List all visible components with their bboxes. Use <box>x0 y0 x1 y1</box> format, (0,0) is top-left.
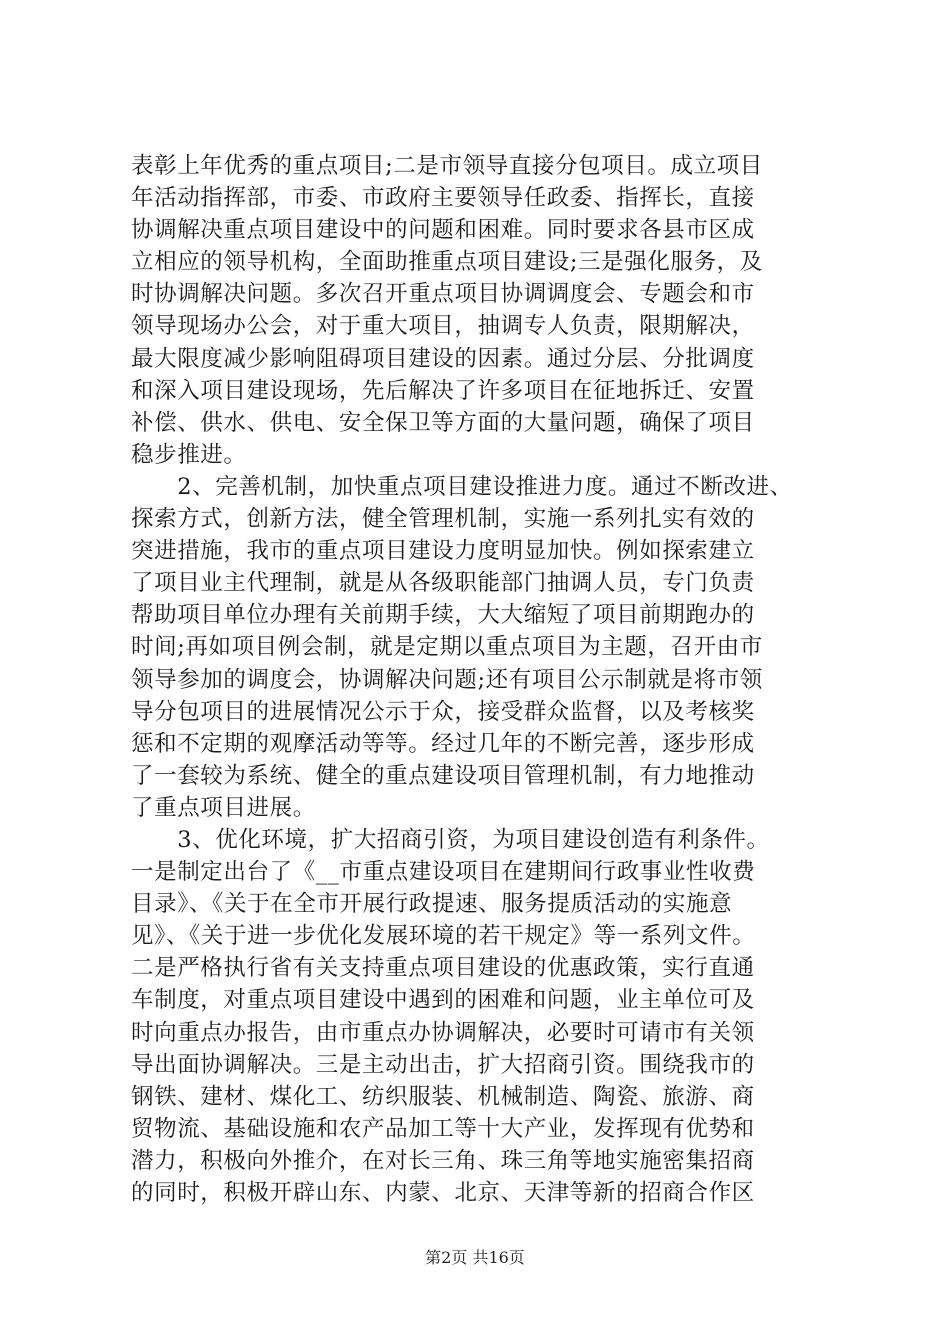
text-line: 领导参加的调度会，协调解决问题;还有项目公示制就是将市领 <box>131 666 763 693</box>
text-line: 钢铁、建材、煤化工、纺织服装、机械制造、陶瓷、旅游、商 <box>131 1083 755 1110</box>
text-line: 了项目业主代理制，就是从各级职能部门抽调人员，专门负责 <box>131 570 755 597</box>
text-line: 协调解决重点项目建设中的问题和困难。同时要求各县市区成 <box>131 217 755 244</box>
text-line: 了一套较为系统、健全的重点建设项目管理机制，有力地推动 <box>131 762 755 789</box>
text-line: 导出面协调解决。三是主动出击，扩大招商引资。围绕我市的 <box>131 1051 755 1078</box>
text-line: 导分包项目的进展情况公示于众，接受群众监督，以及考核奖 <box>131 698 755 725</box>
text-line: 潜力，积极向外推介，在对长三角、珠三角等地实施密集招商 <box>131 1147 755 1174</box>
text-line: 时向重点办报告，由市重点办协调解决，必要时可请市有关领 <box>131 1019 755 1046</box>
text-line: 最大限度减少影响阻碍项目建设的因素。通过分层、分批调度 <box>131 345 755 372</box>
text-line: 年活动指挥部，市委、市政府主要领导任政委、指挥长，直接 <box>131 185 755 212</box>
text-line: 贸物流、基础设施和农产品加工等十大产业，发挥现有优势和 <box>131 1115 755 1142</box>
text-line: 立相应的领导机构，全面助推重点项目建设;三是强化服务，及 <box>131 249 763 276</box>
text-line: 2、完善机制，加快重点项目建设推进力度。通过不断改进、 <box>131 473 793 500</box>
text-line: 车制度，对重点项目建设中遇到的困难和问题，业主单位可及 <box>131 987 755 1014</box>
text-line: 一是制定出台了《__市重点建设项目在建期间行政事业性收费 <box>131 859 756 886</box>
text-line: 目录》、《关于在全市开展行政提速、服务提质活动的实施意 <box>131 891 733 918</box>
text-line: 时间;再如项目例会制，就是定期以重点项目为主题，召开由市 <box>131 634 763 661</box>
text-line: 见》、《关于进一步优化发展环境的若干规定》等一系列文件。 <box>131 923 756 950</box>
text-line: 二是严格执行省有关支持重点项目建设的优惠政策，实行直通 <box>131 955 755 982</box>
text-line: 领导现场办公会，对于重大项目，抽调专人负责，限期解决， <box>131 313 755 340</box>
document-body <box>131 150 831 1209</box>
text-line: 了重点项目进展。 <box>131 794 316 821</box>
text-line: 3、优化环境，扩大招商引资，为项目建设创造有利条件。 <box>131 826 770 853</box>
page-number-footer: 第2页 共16页 <box>425 1248 525 1267</box>
text-line: 和深入项目建设现场，先后解决了许多项目在征地拆迁、安置 <box>131 377 755 404</box>
text-line: 的同时，积极开辟山东、内蒙、北京、天津等新的招商合作区 <box>131 1180 755 1206</box>
text-line: 帮助项目单位办理有关前期手续，大大缩短了项目前期跑办的 <box>131 602 755 629</box>
text-line: 稳步推进。 <box>131 441 247 468</box>
text-line: 表彰上年优秀的重点项目;二是市领导直接分包项目。成立项目 <box>131 153 763 179</box>
text-line: 时协调解决问题。多次召开重点项目协调调度会、专题会和市 <box>131 281 755 308</box>
text-line: 突进措施，我市的重点项目建设力度明显加快。例如探索建立 <box>131 538 755 565</box>
text-line: 惩和不定期的观摩活动等等。经过几年的不断完善，逐步形成 <box>131 730 755 757</box>
text-line: 探索方式，创新方法，健全管理机制，实施一系列扎实有效的 <box>131 506 755 533</box>
text-line: 补偿、供水、供电、安全保卫等方面的大量问题，确保了项目 <box>131 409 755 436</box>
